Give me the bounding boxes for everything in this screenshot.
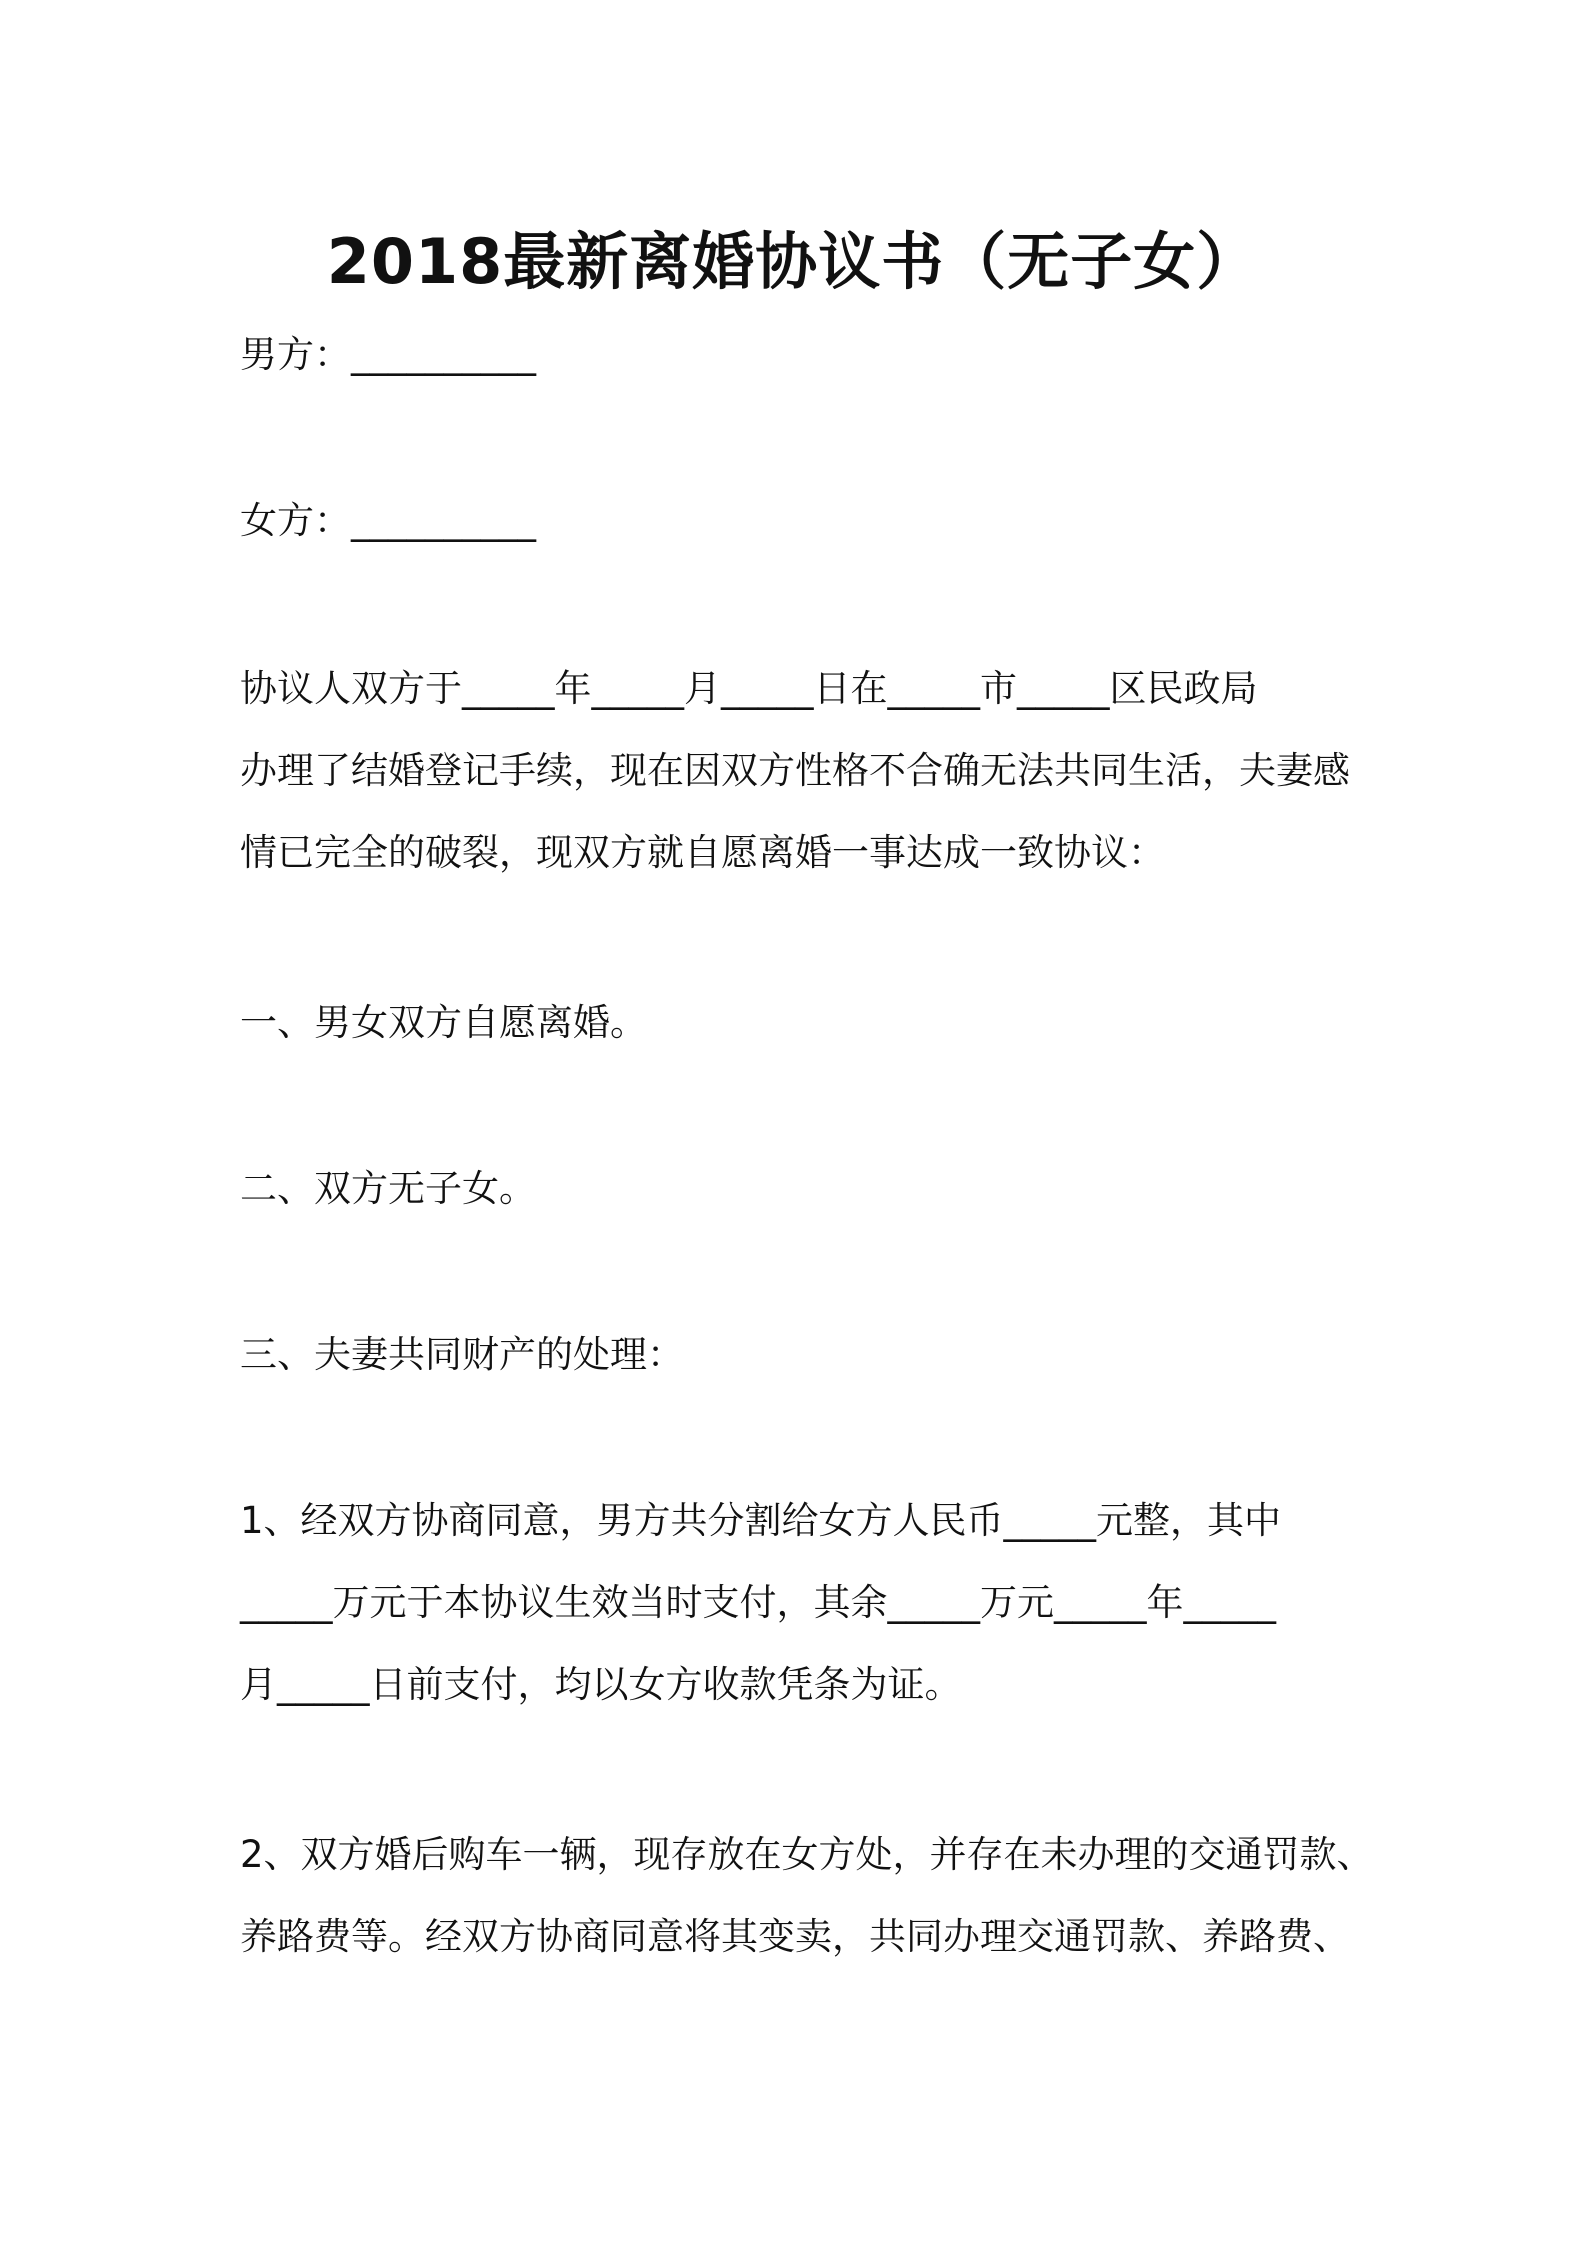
female-party-line: 女方：__________ [240, 499, 536, 542]
clause-1-line-1: 1、经双方协商同意，男方共分割给女方人民币_____元整，其中 [240, 1499, 1282, 1542]
intro-line-2: 办理了结婚登记手续，现在因双方性格不合确无法共同生活，夫妻感 [240, 749, 1350, 792]
intro-line-1: 协议人双方于_____年_____月_____日在_____市_____区民政局 [240, 667, 1258, 710]
article-3: 三、夫妻共同财产的处理： [240, 1333, 684, 1376]
clause-1-line-2: _____万元于本协议生效当时支付，其余_____万元_____年_____ [240, 1581, 1276, 1624]
clause-2-line-1: 2、双方婚后购车一辆，现存放在女方处，并存在未办理的交通罚款、 [240, 1833, 1374, 1876]
clause-2-line-2: 养路费等。经双方协商同意将其变卖，共同办理交通罚款、养路费、 [240, 1915, 1350, 1958]
clause-1-line-3: 月_____日前支付，均以女方收款凭条为证。 [240, 1663, 962, 1706]
male-party-line: 男方：__________ [240, 333, 536, 376]
article-2: 二、双方无子女。 [240, 1167, 536, 1210]
article-1: 一、男女双方自愿离婚。 [240, 1001, 647, 1044]
intro-line-3: 情已完全的破裂，现双方就自愿离婚一事达成一致协议： [240, 831, 1165, 874]
document-title: 2018最新离婚协议书（无子女） [326, 225, 1260, 298]
